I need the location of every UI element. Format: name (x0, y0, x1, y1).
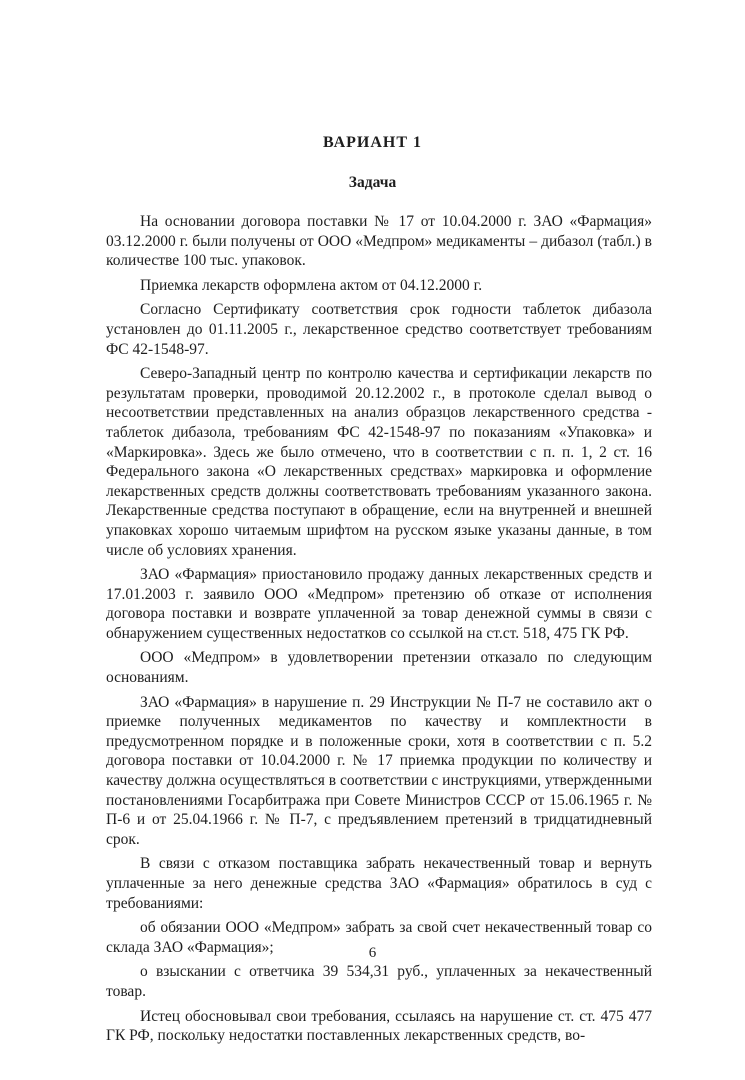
document-title: ВАРИАНТ 1 (322, 134, 423, 151)
paragraph: Истец обосновывал свои требования, ссылаясь на нарушение ст. ст. 475 477 ГК РФ, поскольку недостатки поставленных лекарственных средств, во- (106, 1007, 652, 1045)
paragraph: Согласно Сертификату соответствия срок годности таблеток дибазола установлен до 01.11.2005 г., лекарственное средство соответствует требованиям ФС 42-1548-97. (106, 301, 652, 358)
page-number: 6 (368, 945, 377, 961)
paragraph: В связи с отказом поставщика забрать некачественный товар и вернуть уплаченные за него денежные средства ЗАО «Фармация» обратилось в суд с требованиями: (106, 855, 652, 912)
paragraph: ЗАО «Фармация» в нарушение п. 29 Инструкции № П-7 не составило акт о приемке полученных медикаментов по качеству и комплектности в предусмотренном порядке и в положенные сроки, хотя в соответствии с п. 5.2 договора поставки от 10.04.2000 г. № 17 приемка продукции по количеству и качеству должна осуществляться в соответствии с инструкциями, утвержденными постановлениями Госарбитража при Совете Министров СССР от 15.06.1965 г. № П-6 и от 25.04.1966 г. № П-7, с предъявлением претензий в тридцатидневный срок. (106, 693, 652, 848)
paragraph: о взыскании с ответчика 39 534,31 руб., уплаченных за некачественный товар. (106, 963, 652, 1000)
paragraph: Приемка лекарств оформлена актом от 04.12.2000 г. (140, 276, 483, 294)
document-body (106, 212, 652, 1051)
paragraph: Северо-Западный центр по контролю качества и сертификации лекарств по результатам проверки, проводимой 20.12.2002 г., в протоколе сделал вывод о несоответствии представленных на анализ образцов лекарственного средства - таблеток дибазола, требованиям ФС 42-1548-97 по показаниям «Упаковка» и «Маркировка». Здесь же было отмечено, что в соответствии с п. п. 1, 2 ст. 16 Федерального закона «О лекарственных средствах» маркировка и оформление лекарственных средств должны соответствовать требованиям указанного закона. Лекарственные средства поступают в обращение, если на внутренней и внешней упаковках хорошо читаемым шрифтом на русском языке указаны данные, в том числе об условиях хранения. (106, 365, 652, 559)
document-subtitle: Задача (348, 174, 397, 191)
paragraph: На основании договора поставки № 17 от 10.04.2000 г. ЗАО «Фармация» 03.12.2000 г. были получены от ООО «Медпром» медикаменты – дибазол (табл.) в количестве 100 тыс. упаковок. (106, 213, 652, 270)
paragraph: ООО «Медпром» в удовлетворении претензии отказало по следующим основаниям. (106, 649, 652, 687)
paragraph: ЗАО «Фармация» приостановило продажу данных лекарственных средств и 17.01.2003 г. заявило ООО «Медпром» претензию об отказе от исполнения договора поставки и возврате уплаченной за товар денежной суммы в связи с обнаружением существенных недостатков со ссылкой на ст.ст. 518, 475 ГК РФ. (106, 566, 652, 642)
paragraph: об обязании ООО «Медпром» забрать за свой счет некачественный товар со склада ЗАО «Фармация»; (106, 919, 652, 956)
